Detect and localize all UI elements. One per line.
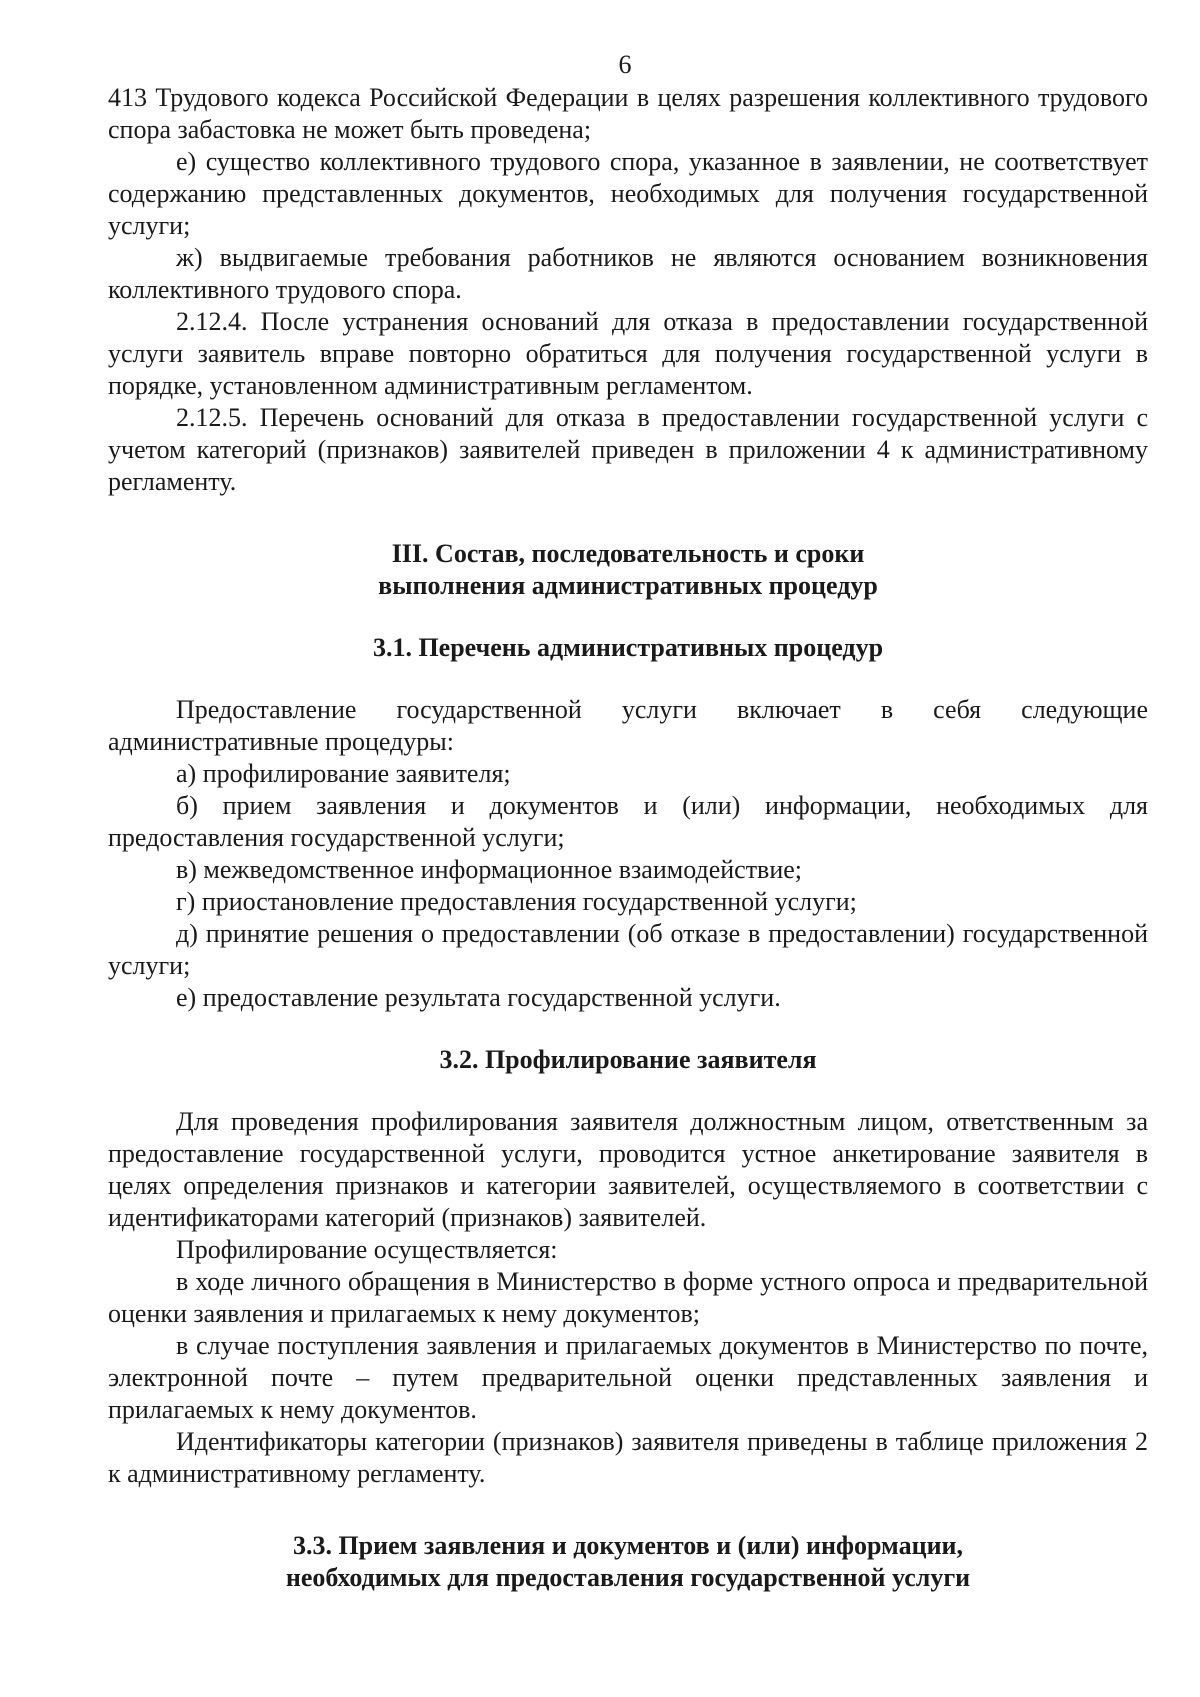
paragraph: Для проведения профилирования заявителя должностным лицом, ответственным за предоставление государственной услуги, проводится устное анкетирование заявителя в целях определения признаков и категории заявителей, осуществляемого в соответствии с идентификаторами категорий (признаков) заявителей. <box>108 1107 1148 1232</box>
list-item: е) предоставление результата государственной услуги. <box>176 983 781 1012</box>
subsection-heading: 3.1. Перечень административных процедур <box>372 633 884 662</box>
paragraph: 413 Трудового кодекса Российской Федерации в целях разрешения коллективного трудового спора забастовка не может быть проведена; <box>108 83 1148 144</box>
paragraph: Идентификаторы категории (признаков) заявителя приведены в таблице приложения 2 к административному регламенту. <box>108 1427 1148 1488</box>
paragraph: 2.12.4. После устранения оснований для отказа в предоставлении государственной услуги заявитель вправе повторно обратиться для получения государственной услуги в порядке, установленном административным регламентом. <box>108 307 1148 400</box>
paragraph: ж) выдвигаемые требования работников не являются основанием возникновения коллективного трудового спора. <box>108 243 1148 304</box>
list-item: д) принятие решения о предоставлении (об отказе в предоставлении) государственной услуги; <box>108 919 1148 980</box>
list-item: а) профилирование заявителя; <box>176 759 511 788</box>
page-number: 6 <box>618 50 632 79</box>
list-item: г) приостановление предоставления государственной услуги; <box>176 887 857 916</box>
paragraph: Профилирование осуществляется: <box>176 1235 558 1264</box>
section-heading <box>108 538 1148 602</box>
paragraph: в ходе личного обращения в Министерство в форме устного опроса и предварительной оценки заявления и прилагаемых к нему документов; <box>108 1267 1148 1328</box>
list-item: в) межведомственное информационное взаимодействие; <box>176 855 803 884</box>
subsection-heading: 3.2. Профилирование заявителя <box>439 1045 817 1074</box>
paragraph: е) существо коллективного трудового спора, указанное в заявлении, не соответствует содержанию представленных документов, необходимых для получения государственной услуги; <box>108 147 1148 240</box>
section-heading-text: III. Состав, последовательность и сроки выполнения административных процедур <box>378 539 878 600</box>
document-body <box>108 82 1148 1594</box>
subsection-heading <box>108 1530 1148 1594</box>
subsection-heading-text: 3.3. Прием заявления и документов и (или) информации, необходимых для предоставления государственной услуги <box>285 1531 971 1592</box>
list-item: б) прием заявления и документов и (или) информации, необходимых для предоставления государственной услуги; <box>108 791 1148 852</box>
paragraph: в случае поступления заявления и прилагаемых документов в Министерство по почте, электронной почте – путем предварительной оценки представленных заявления и прилагаемых к нему документов. <box>108 1331 1148 1424</box>
paragraph: 2.12.5. Перечень оснований для отказа в предоставлении государственной услуги с учетом категорий (признаков) заявителей приведен в приложении 4 к административному регламенту. <box>108 403 1148 496</box>
paragraph: Предоставление государственной услуги включает в себя следующие административные процедуры: <box>108 695 1148 756</box>
